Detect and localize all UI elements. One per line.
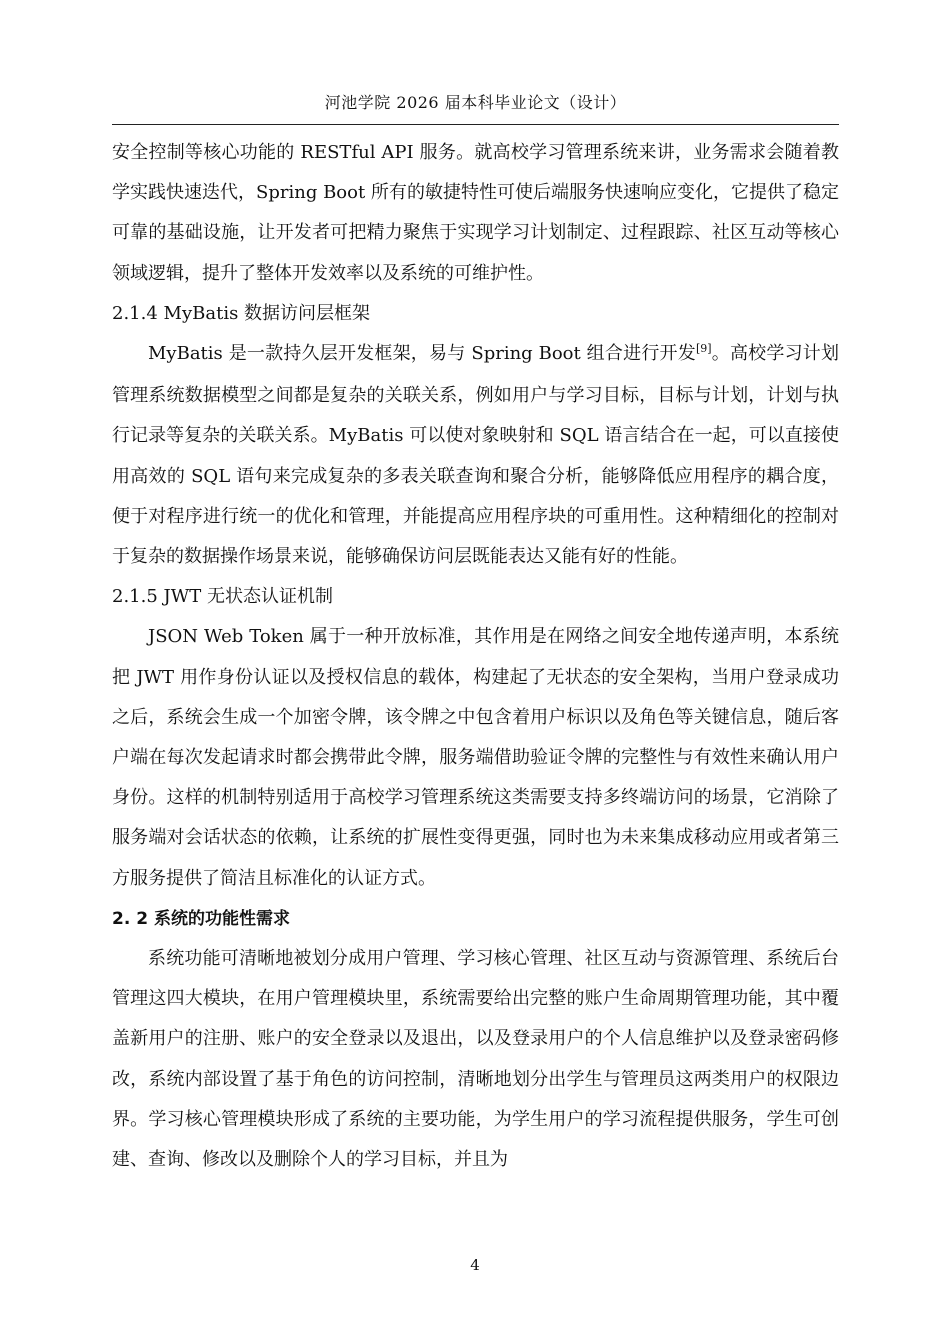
header-divider	[112, 124, 839, 125]
citation-superscript: [9]	[695, 342, 712, 356]
page-number: 4	[470, 1256, 480, 1274]
paragraph: 安全控制等核心功能的 RESTful API 服务。就高校学习管理系统来讲，业务需求会随着教学实践快速迭代，Spring Boot 所有的敏捷特性可使后端服务快速响应变化，它提供了稳定可靠的基础设施，让开发者可把精力聚焦于实现学习计划制定、过程跟踪、社区互动等核心领域逻辑，提升了整体开发效率以及系统的可维护性。	[112, 142, 839, 284]
paragraph: 系统功能可清晰地被划分成用户管理、学习核心管理、社区互动与资源管理、系统后台管理这四大模块，在用户管理模块里，系统需要给出完整的账户生命周期管理功能，其中覆盖新用户的注册、账户的安全登录以及退出，以及登录用户的个人信息维护以及登录密码修改，系统内部设置了基于角色的访问控制，清晰地划分出学生与管理员这两类用户的权限边界。学习核心管理模块形成了系统的主要功能，为学生用户的学习流程提供服务，学生可创建、查询、修改以及删除个人的学习目标，并且为	[112, 948, 839, 1171]
paragraph	[112, 334, 839, 577]
page-header: 河池学院 2026 届本科毕业论文（设计）	[324, 93, 627, 112]
section-heading-2-1-4: 2.1.4 MyBatis 数据访问层框架	[112, 302, 371, 324]
paragraph: JSON Web Token 属于一种开放标准，其作用是在网络之间安全地传递声明，本系统把 JWT 用作身份认证以及授权信息的载体，构建起了无状态的安全架构，当用户登录成功之后，系统会生成一个加密令牌，该令牌之中包含着用户标识以及角色等关键信息，随后客户端在每次发起请求时都会携带此令牌，服务端借助验证令牌的完整性与有效性来确认用户身份。这样的机制特别适用于高校学习管理系统这类需要支持多终端访问的场景，它消除了服务端对会话状态的依赖，让系统的扩展性变得更强，同时也为未来集成移动应用或者第三方服务提供了简洁且标准化的认证方式。	[112, 626, 839, 889]
paragraph-text: MyBatis 是一款持久层开发框架，易与 Spring Boot 组合进行开发	[148, 343, 696, 365]
section-heading-2-1-5: 2.1.5 JWT 无状态认证机制	[112, 586, 333, 608]
paragraph-text: 。高校学习计划管理系统数据模型之间都是复杂的关联关系，例如用户与学习目标，目标与计划，计划与执行记录等复杂的关联关系。MyBatis 可以使对象映射和 SQL 语言结合在一起，可以直接使用高效的 SQL 语句来完成复杂的多表关联查询和聚合分析，能够降低应用程序的耦合度，便于对程序进行统一的优化和管理，并能提高应用程序块的可重用性。这种精细化的控制对于复杂的数据操作场景来说，能够确保访问层既能表达又能有好的性能。	[112, 343, 840, 568]
body-content	[112, 133, 839, 1180]
section-heading-2-2: 2. 2 系统的功能性需求	[112, 908, 290, 929]
